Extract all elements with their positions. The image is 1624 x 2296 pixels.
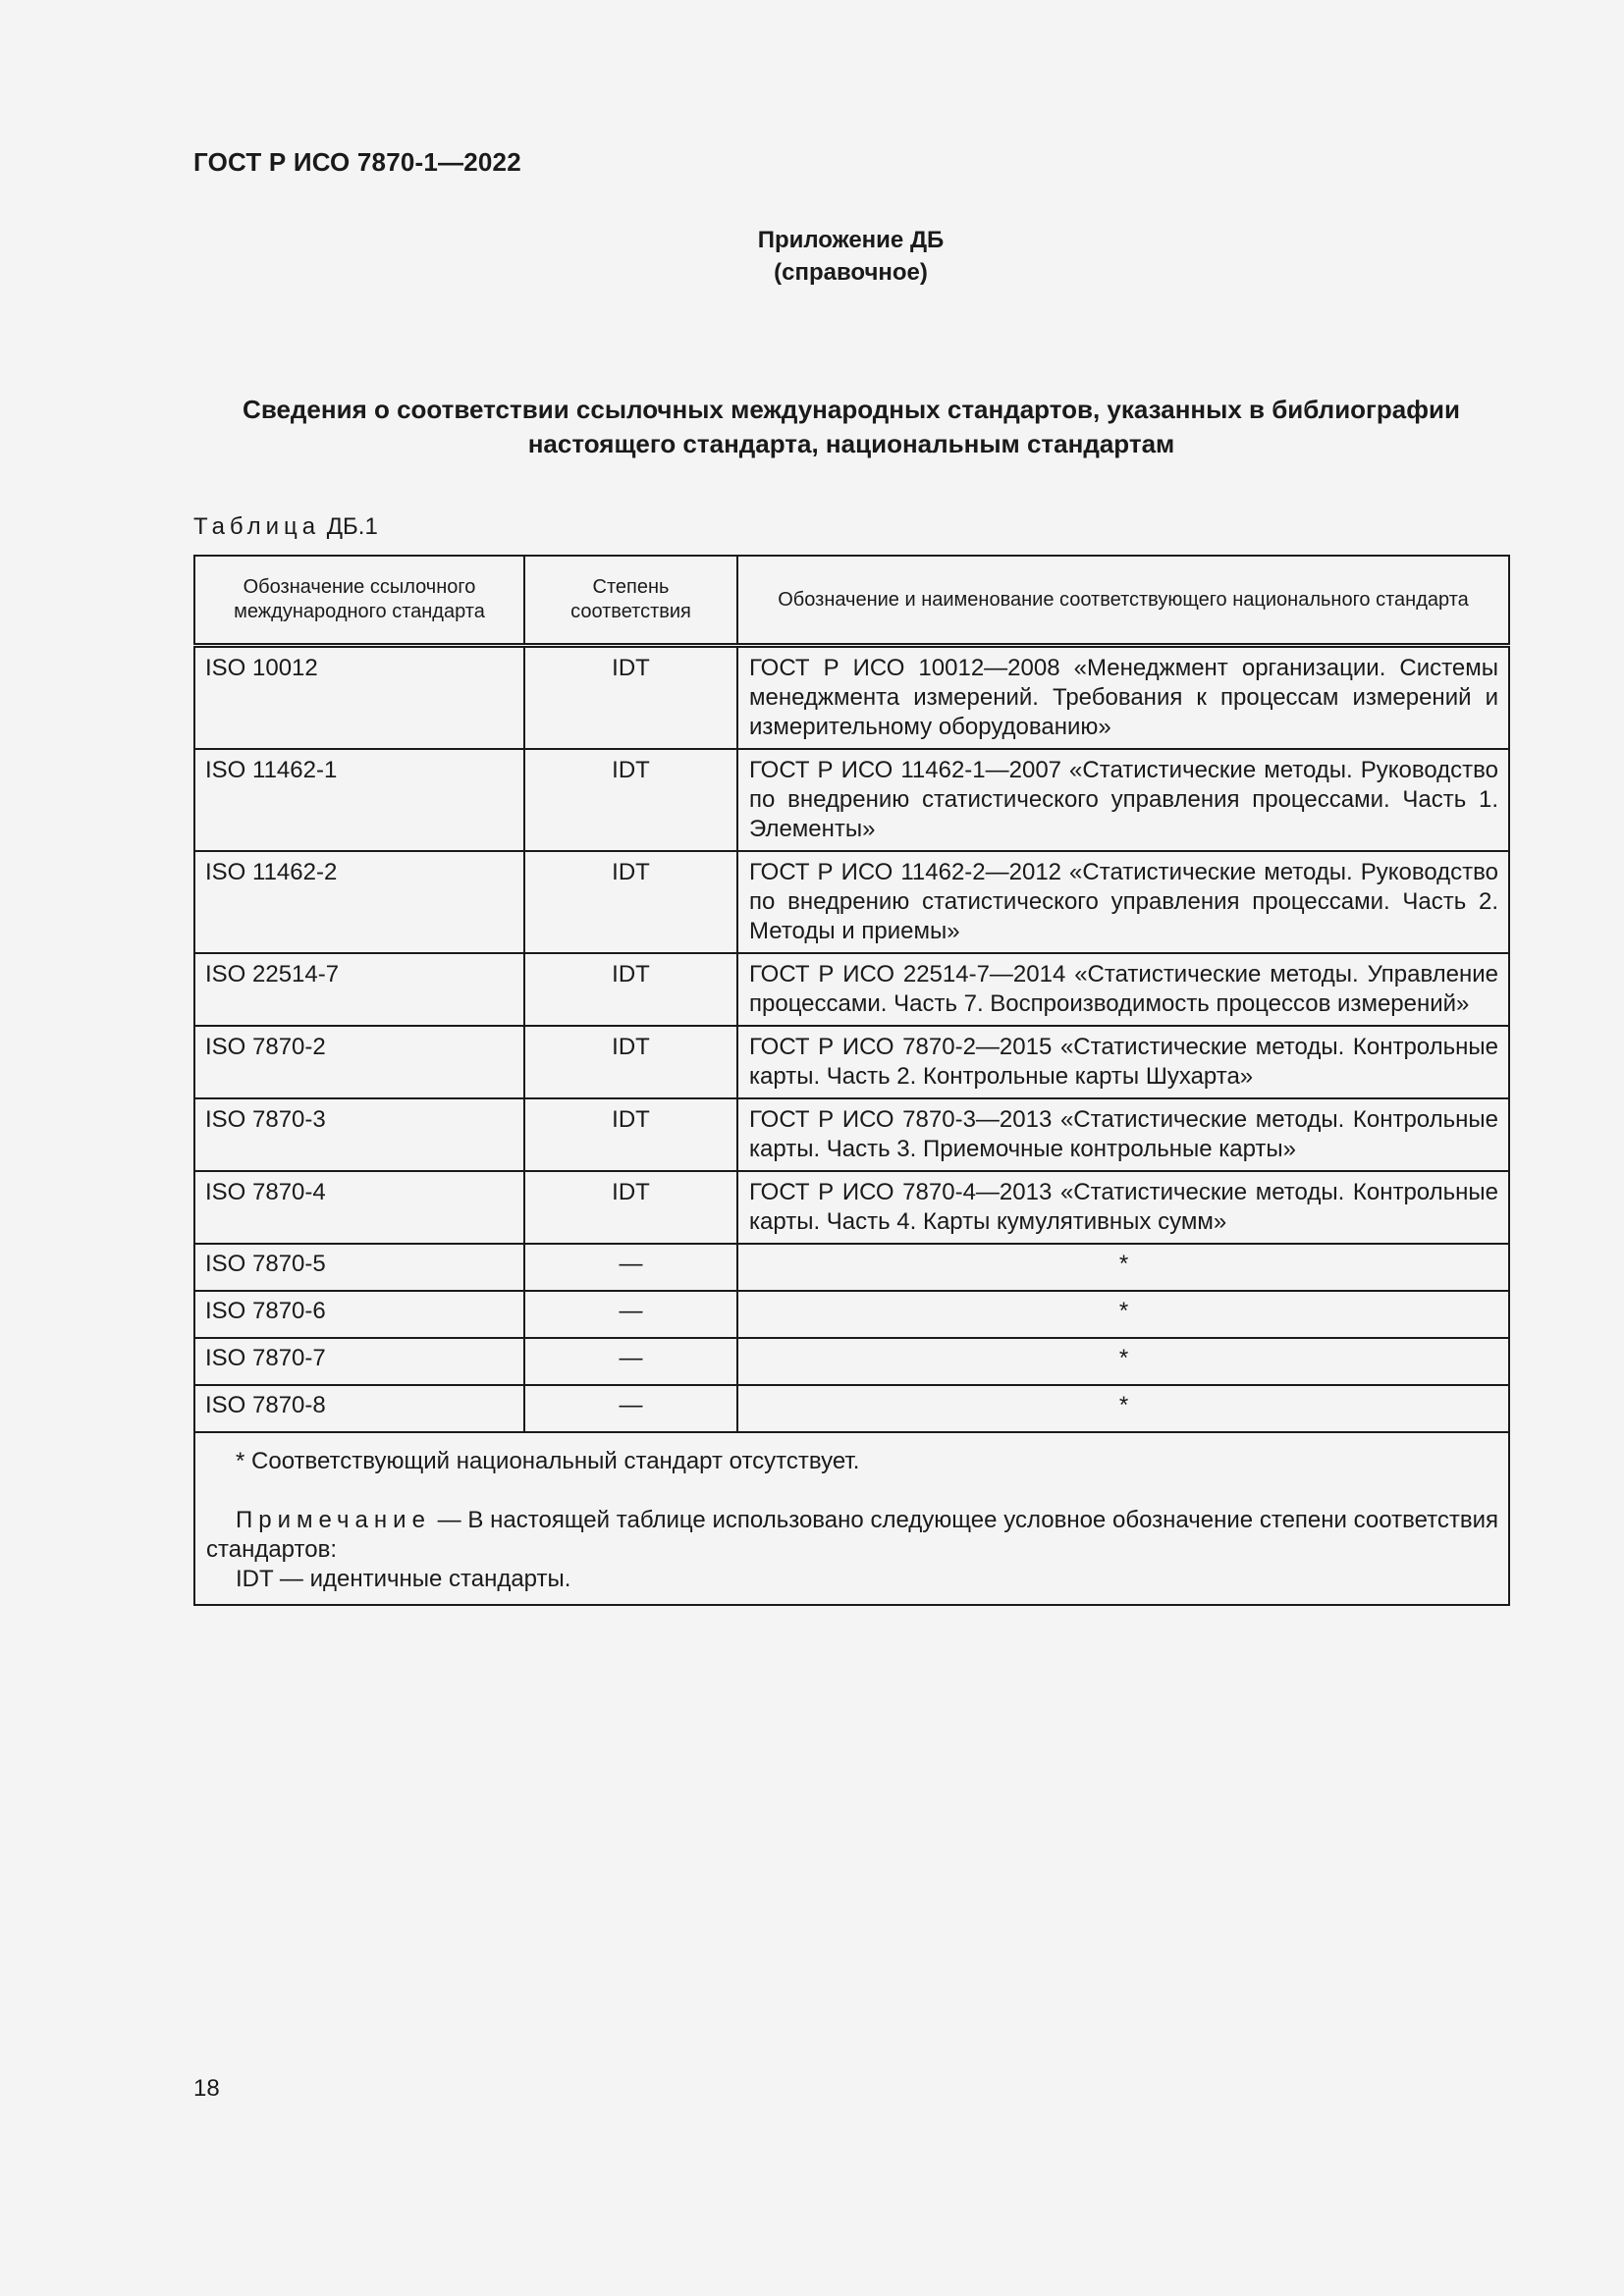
table-caption <box>193 513 378 541</box>
table-row <box>194 646 1509 750</box>
appendix-block <box>0 224 1624 289</box>
cell-degree: IDT <box>524 1026 737 1098</box>
cell-national-standard: ГОСТ Р ИСО 22514-7—2014 «Статистические методы. Управление процессами. Часть 7. Воспроизводимость процессов измерений» <box>737 953 1509 1026</box>
cell-national-standard: ГОСТ Р ИСО 7870-2—2015 «Статистические методы. Контрольные карты. Часть 2. Контрольные карты Шухарта» <box>737 1026 1509 1098</box>
cell-degree: — <box>524 1338 737 1385</box>
cell-national-standard: * <box>737 1244 1509 1291</box>
table-note-text: — В настоящей таблице использовано следующее условное обозначение степени соответствия стандартов: <box>206 1507 1498 1563</box>
cell-degree: IDT <box>524 646 737 750</box>
table-footer <box>194 1432 1509 1605</box>
table-row <box>194 1171 1509 1244</box>
cell-degree: IDT <box>524 1098 737 1171</box>
cell-international-code: ISO 11462-1 <box>194 749 524 851</box>
cell-international-code: ISO 22514-7 <box>194 953 524 1026</box>
correspondence-table <box>193 555 1510 1606</box>
cell-degree: IDT <box>524 953 737 1026</box>
cell-international-code: ISO 7870-4 <box>194 1171 524 1244</box>
column-header-national-standard: Обозначение и наименование соответствующего национального стандарта <box>737 556 1509 646</box>
table-row <box>194 1338 1509 1385</box>
cell-international-code: ISO 7870-6 <box>194 1291 524 1338</box>
cell-international-code: ISO 11462-2 <box>194 851 524 953</box>
cell-international-code: ISO 10012 <box>194 646 524 750</box>
table-caption-word: Таблица <box>193 513 321 540</box>
cell-national-standard: * <box>737 1385 1509 1432</box>
table-row <box>194 953 1509 1026</box>
cell-degree: IDT <box>524 851 737 953</box>
cell-degree: — <box>524 1291 737 1338</box>
cell-international-code: ISO 7870-7 <box>194 1338 524 1385</box>
section-heading-line-2: настоящего стандарта, национальным стандартам <box>527 429 1175 458</box>
cell-international-code: ISO 7870-2 <box>194 1026 524 1098</box>
table-row <box>194 1385 1509 1432</box>
section-heading <box>193 393 1509 461</box>
cell-national-standard: ГОСТ Р ИСО 11462-1—2007 «Статистические методы. Руководство по внедрению статистического управления процессами. Часть 1. Элементы» <box>737 749 1509 851</box>
appendix-subtitle: (справочное) <box>774 259 928 286</box>
table-row <box>194 1098 1509 1171</box>
cell-national-standard: * <box>737 1291 1509 1338</box>
cell-national-standard: ГОСТ Р ИСО 10012—2008 «Менеджмент организации. Системы менеджмента измерений. Требования к процессам измерений и измерительному оборудованию» <box>737 646 1509 750</box>
cell-international-code: ISO 7870-3 <box>194 1098 524 1171</box>
page-number: 18 <box>193 2075 220 2102</box>
section-heading-line-1: Сведения о соответствии ссылочных международных стандартов, указанных в библиографии <box>243 395 1460 424</box>
cell-degree: IDT <box>524 749 737 851</box>
appendix-title: Приложение ДБ <box>757 227 945 253</box>
table-note <box>206 1506 1498 1565</box>
cell-national-standard: * <box>737 1338 1509 1385</box>
column-header-degree: Степень соответствия <box>524 556 737 646</box>
table-footnote: * Соответствующий национальный стандарт отсутствует. <box>236 1448 860 1474</box>
table-footer-row <box>194 1432 1509 1605</box>
table-row <box>194 749 1509 851</box>
table-row <box>194 851 1509 953</box>
cell-national-standard: ГОСТ Р ИСО 7870-4—2013 «Статистические методы. Контрольные карты. Часть 4. Карты кумулятивных сумм» <box>737 1171 1509 1244</box>
cell-degree: — <box>524 1244 737 1291</box>
cell-international-code: ISO 7870-8 <box>194 1385 524 1432</box>
table-note-idt: IDT — идентичные стандарты. <box>236 1566 571 1592</box>
table-row <box>194 1026 1509 1098</box>
cell-degree: — <box>524 1385 737 1432</box>
cell-national-standard: ГОСТ Р ИСО 7870-3—2013 «Статистические методы. Контрольные карты. Часть 3. Приемочные контрольные карты» <box>737 1098 1509 1171</box>
table-row <box>194 1244 1509 1291</box>
cell-national-standard: ГОСТ Р ИСО 11462-2—2012 «Статистические методы. Руководство по внедрению статистического управления процессами. Часть 2. Методы и приемы» <box>737 851 1509 953</box>
cell-international-code: ISO 7870-5 <box>194 1244 524 1291</box>
document-code: ГОСТ Р ИСО 7870-1—2022 <box>193 147 521 177</box>
table-header-row <box>194 556 1509 646</box>
table-row <box>194 1291 1509 1338</box>
table-caption-number: ДБ.1 <box>326 513 378 540</box>
column-header-international-code: Обозначение ссылочного международного стандарта <box>194 556 524 646</box>
cell-degree: IDT <box>524 1171 737 1244</box>
table-note-label: Примечание <box>236 1507 431 1533</box>
